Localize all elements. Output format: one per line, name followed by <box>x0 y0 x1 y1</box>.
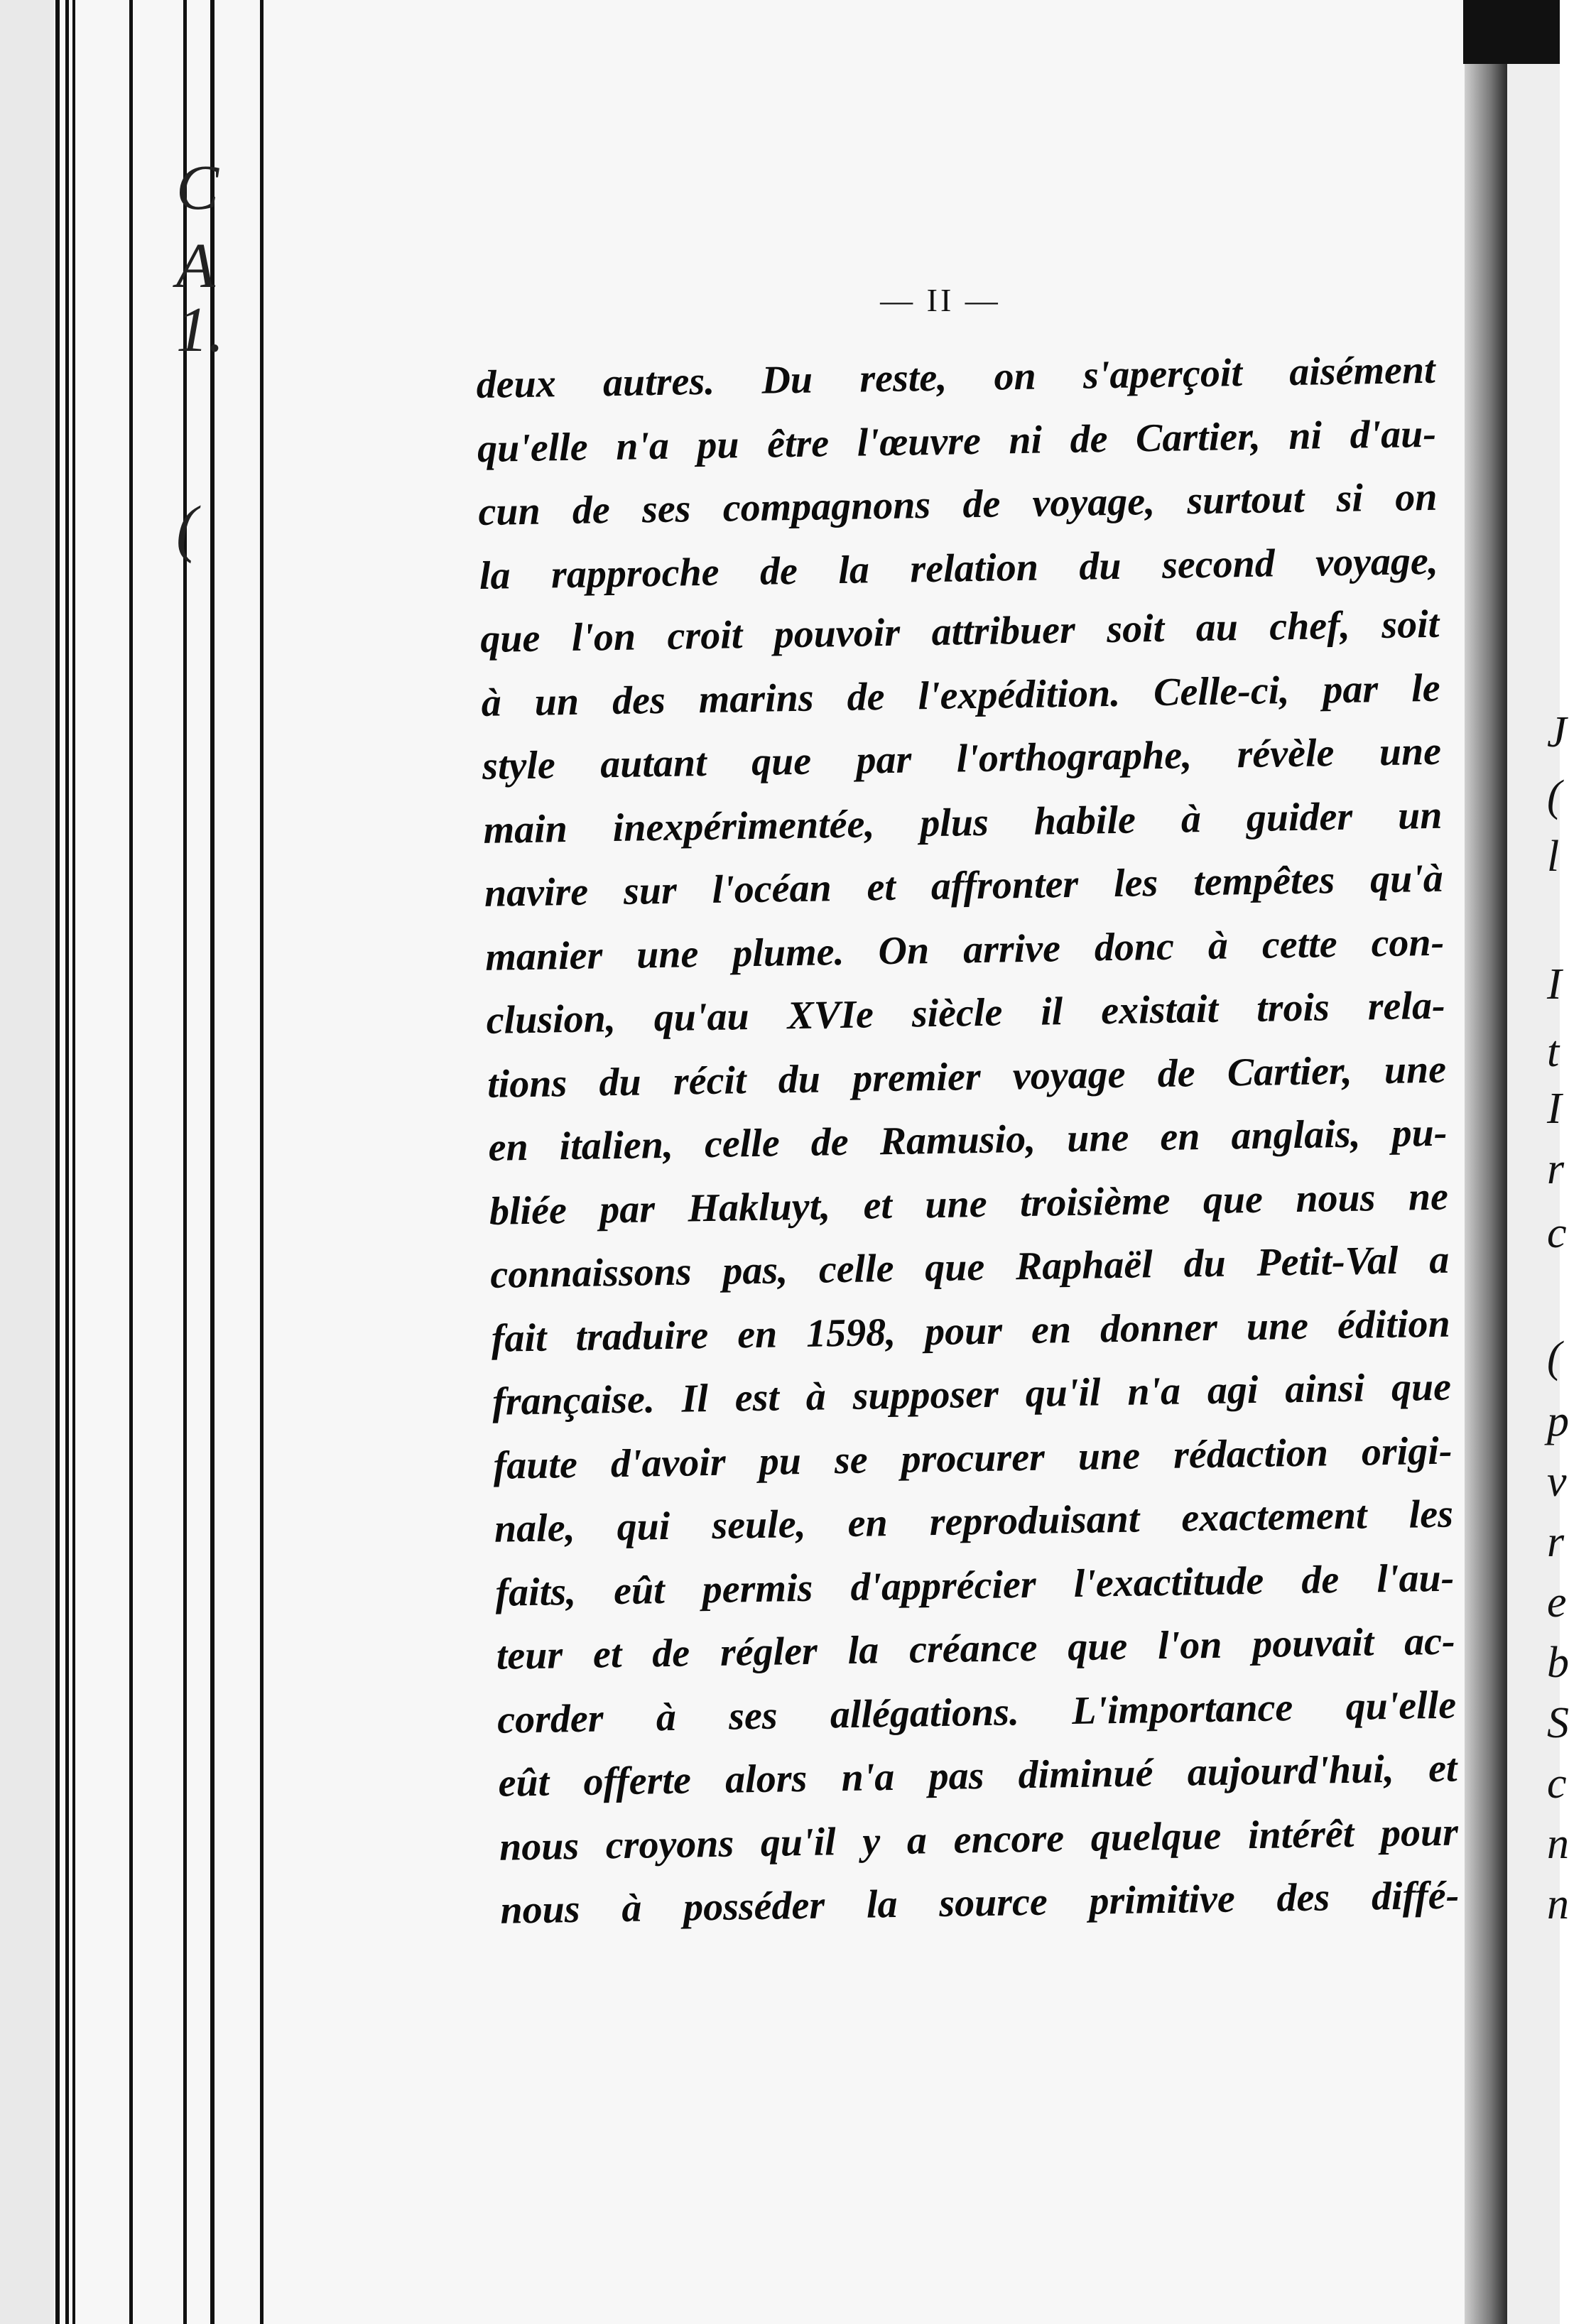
right-margin-fragment: ( <box>1547 772 1562 820</box>
right-margin-fragment: v <box>1547 1457 1567 1506</box>
left-binding-margin <box>0 0 54 2324</box>
text-line: tions du récit du premier voyage de Cartier, une <box>487 1047 1447 1107</box>
right-margin-fragment: S <box>1547 1699 1569 1747</box>
text-line: nale, qui seule, en reproduisant exactement les <box>494 1492 1454 1551</box>
left-margin-fragment: C <box>176 153 219 223</box>
text-line: nous à posséder la source primitive des diffé- <box>499 1873 1460 1933</box>
page-edge-line <box>55 0 60 2324</box>
text-line: en italien, celle de Ramusio, une en anglais, pu- <box>488 1110 1448 1170</box>
right-margin-fragment: I <box>1547 960 1562 1009</box>
text-line: française. Il est à supposer qu'il n'a agi ainsi que <box>492 1364 1452 1424</box>
text-line: nous croyons qu'il y a encore quelque intérêt pour <box>499 1810 1459 1869</box>
right-margin-fragment: I <box>1547 1085 1562 1133</box>
text-line: à un des marins de l'expédition. Celle-ci, par le <box>481 666 1441 725</box>
page-edge-line <box>72 0 75 2324</box>
text-line: navire sur l'océan et affronter les tempêtes qu'à <box>484 856 1444 916</box>
text-line: qu'elle n'a pu être l'œuvre ni de Cartier, ni d'au- <box>477 411 1437 471</box>
text-line: manier une plume. On arrive donc à cette con- <box>484 920 1445 979</box>
right-margin-fragment: n <box>1547 1820 1569 1868</box>
text-line: faits, eût permis d'apprécier l'exactitude de l'au- <box>494 1555 1455 1615</box>
right-margin-fragment: b <box>1547 1639 1569 1687</box>
text-line: main inexpérimentée, plus habile à guider un <box>483 793 1443 852</box>
left-margin-fragment: A <box>176 231 215 301</box>
right-margin-fragment: c <box>1547 1209 1567 1257</box>
right-margin-fragment: c <box>1547 1759 1567 1808</box>
text-line: faute d'avoir pu se procurer une rédaction origi- <box>493 1428 1453 1488</box>
left-margin-fragment: ( <box>176 494 197 564</box>
right-margin-fragment: l <box>1547 832 1560 881</box>
right-margin-fragment: e <box>1547 1578 1567 1627</box>
text-line: connaissons pas, celle que Raphaël du Petit-Val a <box>489 1237 1450 1297</box>
text-line: eût offerte alors n'a pas diminué aujourd'hui, et <box>498 1746 1457 1806</box>
left-margin-fragment: 1. <box>176 295 224 365</box>
right-margin-fragment: p <box>1547 1397 1569 1445</box>
page-number: — II — <box>880 282 1001 318</box>
text-line: clusion, qu'au XVIe siècle il existait trois rela- <box>486 983 1446 1043</box>
right-margin-fragment: n <box>1547 1880 1569 1928</box>
page-edge-line <box>65 0 69 2324</box>
text-line: teur et de régler la créance que l'on pouvait ac- <box>496 1619 1456 1678</box>
body-text <box>476 339 1460 1943</box>
text-line: fait traduire en 1598, pour en donner une édition <box>491 1301 1451 1361</box>
right-margin-fragment: r <box>1547 1145 1565 1193</box>
right-margin-fragment: r <box>1547 1518 1565 1566</box>
text-line: corder à ses allégations. L'importance qu'elle <box>496 1683 1457 1742</box>
text-line: que l'on croit pouvoir attribuer soit au chef, soit <box>479 602 1440 661</box>
top-right-dark-corner <box>1463 0 1560 64</box>
text-line: deux autres. Du reste, on s'aperçoit aisément <box>476 347 1436 407</box>
page-edge-line <box>260 0 264 2324</box>
page-edge-line <box>129 0 133 2324</box>
right-margin-fragment: J <box>1547 708 1567 756</box>
text-line: style autant que par l'orthographe, révèle une <box>482 729 1442 788</box>
right-margin-fragment: t <box>1547 1028 1560 1076</box>
right-margin-fragment: ( <box>1547 1333 1562 1381</box>
text-line: cun de ses compagnons de voyage, surtout si on <box>478 474 1438 534</box>
text-line: la rapproche de la relation du second voyage, <box>479 538 1439 598</box>
text-line: bliée par Hakluyt, et une troisième que nous ne <box>489 1174 1449 1234</box>
gutter-shadow <box>1465 0 1507 2324</box>
